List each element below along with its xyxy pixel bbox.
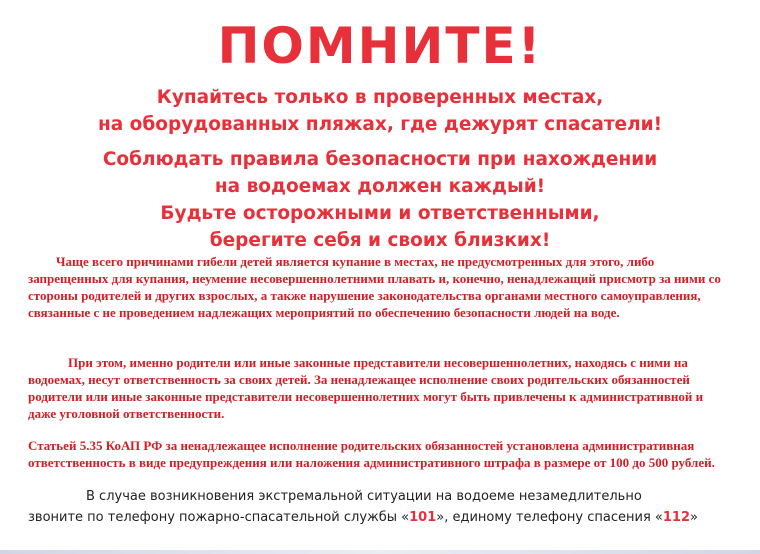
slogan-line: на оборудованных пляжах, где дежурят спасатели! <box>97 114 663 135</box>
slogan-line: Соблюдать правила безопасности при нахождении <box>102 149 658 170</box>
footer-text: звоните по телефону пожарно-спасательной службы « <box>28 510 410 525</box>
slogan-line: берегите себя и своих близких! <box>209 230 551 251</box>
paragraph-responsibility: При этом, именно родители или иные законные представители несовершеннолетних, находясь с ними на водоемах, несут ответственность за своих детей. За ненадлежащее исполнение своих родительских обязанностей родители или иные законные представители несовершеннолетних могут быть привлечены к административной и даже уголовной ответственности. <box>28 355 704 421</box>
slogan-line: на водоемах должен каждый! <box>214 176 546 197</box>
slogan-block-1 <box>60 84 700 138</box>
poster-title: ПОМНИТЕ! <box>217 17 543 75</box>
scan-edge <box>0 550 760 554</box>
footer-text: », единому телефону спасения « <box>436 510 663 525</box>
emergency-footer <box>28 486 748 528</box>
paragraph-causes: Чаще всего причинами гибели детей является купание в местах, не предусмотренных для этого, либо запрещенных для купания, неумение несовершеннолетними плавать и, конечно, ненадлежащий присмотр за ними со стороны родителей и других взрослых, а также нарушение законодательства органами местного самоуправления, связанные с не проведением надлежащих мероприятий по обеспечению безопасности людей на воде. <box>28 254 721 320</box>
footer-text: » <box>690 510 698 525</box>
rescue-service-number: 112 <box>662 510 691 525</box>
footer-line-2 <box>28 507 748 528</box>
fire-service-number: 101 <box>409 510 437 525</box>
footer-line-1: В случае возникновения экстремальной ситуации на водоеме незамедлительно <box>86 489 642 504</box>
slogan-line: Купайтесь только в проверенных местах, <box>156 87 604 108</box>
slogan-line: Будьте осторожными и ответственными, <box>160 203 600 224</box>
slogan-block-2 <box>60 146 700 200</box>
paragraph-law: Статьей 5.35 КоАП РФ за ненадлежащее исполнение родительских обязанностей установлена административная ответственность в виде предупреждения или наложения административного штрафа в размере от 100 до 500 рублей. <box>28 438 715 470</box>
slogan-block-3 <box>60 200 700 254</box>
